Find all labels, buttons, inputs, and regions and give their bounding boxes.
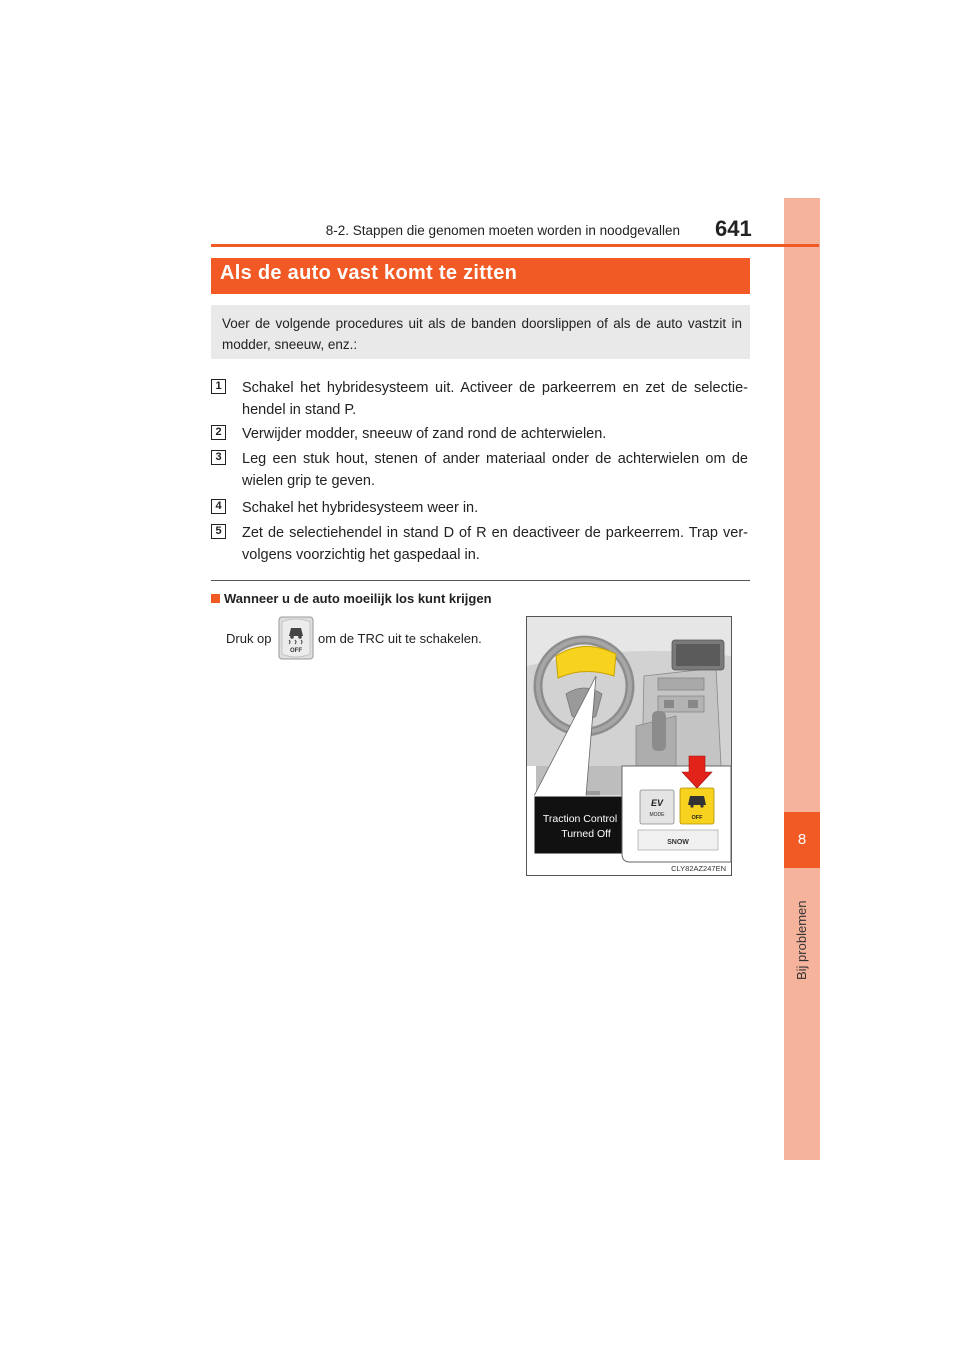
step-number-badge: 2: [211, 425, 226, 440]
note-text-before: Druk op: [226, 631, 272, 646]
callout-line-2: Turned Off: [561, 828, 611, 840]
section-divider: [211, 580, 750, 581]
trc-off-switch-label: OFF: [691, 815, 703, 821]
step-text: Verwijder modder, sneeuw of zand rond de achterwielen.: [242, 426, 607, 442]
step-number-badge: 4: [211, 499, 226, 514]
intro-text: Voer de volgende procedures uit als de banden doorslippen of als de auto vastzit in modder, sneeuw, enz.:: [222, 316, 742, 352]
step-number-badge: 3: [211, 450, 226, 465]
snow-switch-label: SNOW: [667, 839, 689, 846]
step-text: Leg een stuk hout, stenen of ander materiaal onder de achterwielen om de wielen grip te geven.: [242, 451, 748, 489]
note-heading: [211, 591, 492, 606]
dashboard-illustration: [526, 616, 732, 876]
chapter-label: [778, 890, 826, 980]
ev-switch-sublabel: MODE: [649, 812, 665, 818]
square-bullet-icon: [211, 594, 220, 603]
step-text: Zet de selectiehendel in stand D of R en deactiveer de parkeerrem. Trap vervolgens voorzichtig het gaspedaal in.: [242, 525, 748, 563]
intro-box: [211, 305, 750, 359]
ev-switch-label: EV: [650, 798, 664, 808]
note-text-after: om de TRC uit te schakelen.: [318, 631, 482, 646]
step-number-badge: 5: [211, 524, 226, 539]
callout-line-1: Traction Control: [542, 813, 618, 825]
figure-code: CLY82AZ247EN: [671, 864, 726, 873]
note-heading-text: Wanneer u de auto moeilijk los kunt krijgen: [224, 591, 492, 606]
trc-off-icon-label: OFF: [290, 648, 302, 654]
step-text: Schakel het hybridesysteem uit. Activeer de parkeerrem en zet de selectiehendel in stand P.: [242, 380, 748, 418]
trc-off-button-icon: [278, 616, 314, 660]
header-rule: [211, 244, 819, 247]
section-title: Als de auto vast komt te zitten: [220, 262, 518, 284]
chapter-number-tab: 8: [784, 812, 820, 868]
chapter-label-text: Bij problemen: [794, 900, 809, 980]
section-title-bar: [211, 258, 750, 294]
step-text: Schakel het hybridesysteem weer in.: [242, 500, 479, 516]
page-number: 641: [715, 216, 752, 241]
running-header: 8-2. Stappen die genomen moeten worden in noodgevallen: [325, 223, 680, 238]
step-number-badge: 1: [211, 379, 226, 394]
chapter-side-strip: [784, 198, 820, 1160]
